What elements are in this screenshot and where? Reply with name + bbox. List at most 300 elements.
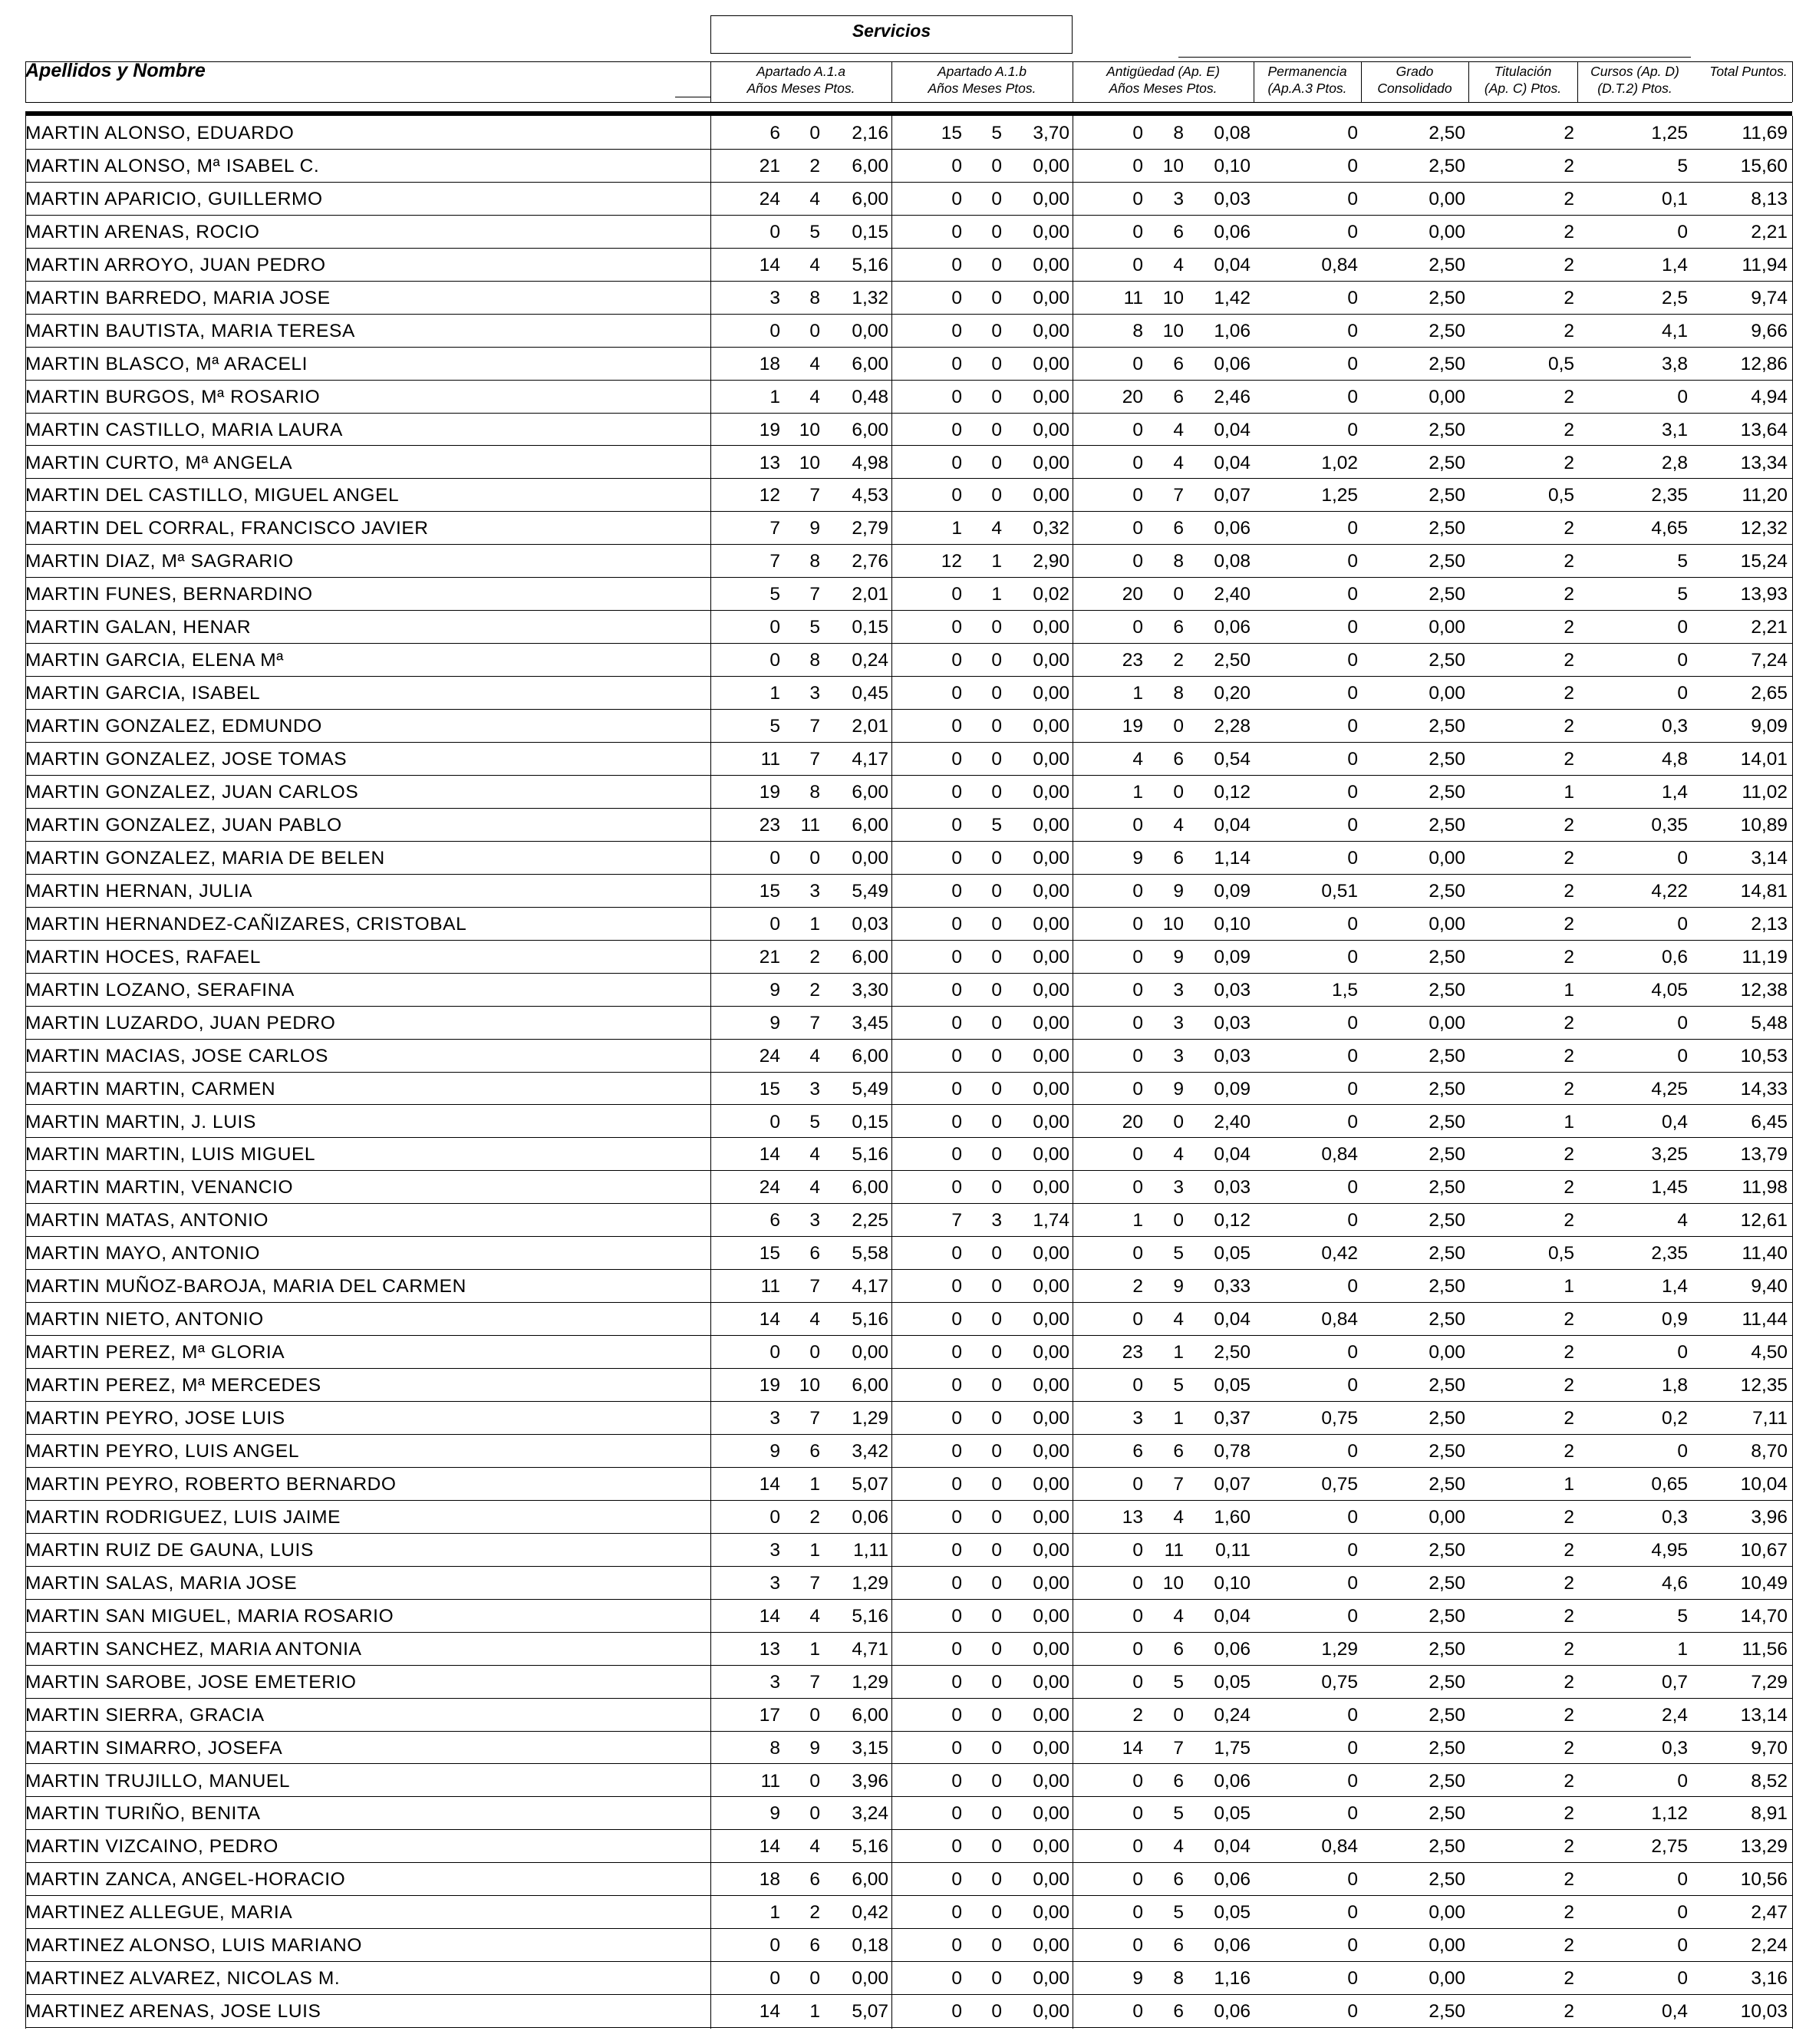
- cell-total: 12,32: [1740, 518, 1788, 539]
- col-header-antiguedad: [1073, 63, 1254, 97]
- col-header-permanencia-line1: Permanencia: [1267, 64, 1347, 79]
- cell-a1a-meses: 7: [809, 1572, 820, 1594]
- cell-a1a-ptos: 0,00: [852, 1342, 888, 1363]
- table-row: [0, 1468, 1819, 1501]
- cell-name: MARTIN FUNES, BERNARDINO: [25, 584, 313, 605]
- cell-permanencia: 0: [1347, 1770, 1358, 1792]
- cell-a1b-ptos: 1,74: [1033, 1210, 1069, 1231]
- cell-name: MARTIN ARROYO, JUAN PEDRO: [25, 254, 326, 275]
- cell-a1a-meses: 4: [809, 254, 820, 275]
- cell-ant-meses: 0: [1173, 1111, 1184, 1132]
- cell-a1b-meses: 0: [991, 1935, 1002, 1957]
- cell-ant-anos: 0: [1132, 814, 1143, 836]
- cell-total: 11,40: [1742, 1243, 1788, 1264]
- cell-ant-ptos: 0,04: [1214, 1309, 1251, 1330]
- cell-cursos: 3,25: [1651, 1144, 1688, 1165]
- cell-grado: 0,00: [1429, 188, 1465, 209]
- cell-titulacion: 2: [1564, 1342, 1574, 1363]
- cell-total: 3,96: [1751, 1506, 1788, 1528]
- cell-grado: 2,50: [1429, 1441, 1465, 1462]
- col-header-cursos-line1: Cursos (Ap. D): [1590, 64, 1679, 79]
- table-row: [0, 1270, 1819, 1303]
- cell-cursos: 1,8: [1661, 1375, 1688, 1396]
- cell-a1a-meses: 9: [809, 1737, 820, 1759]
- cell-a1b-meses: 0: [991, 946, 1002, 968]
- cell-name: MARTIN BLASCO, Mª ARACELI: [25, 353, 308, 374]
- cell-a1a-meses: 4: [809, 1836, 820, 1858]
- cell-a1a-meses: 8: [809, 287, 820, 308]
- cell-total: 14,33: [1740, 1078, 1788, 1099]
- cell-a1a-ptos: 3,30: [852, 979, 888, 1001]
- cell-a1b-anos: 0: [951, 155, 962, 176]
- cell-cursos: 4,65: [1651, 518, 1688, 539]
- cell-ant-meses: 6: [1173, 1441, 1184, 1462]
- cell-a1a-ptos: 3,15: [852, 1737, 888, 1759]
- table-row: [0, 611, 1819, 644]
- cell-name: MARTIN GONZALEZ, JUAN CARLOS: [25, 782, 359, 803]
- cell-name: MARTIN SAROBE, JOSE EMETERIO: [25, 1671, 357, 1693]
- cell-a1a-anos: 1: [769, 1902, 780, 1924]
- cell-permanencia: 0,84: [1321, 254, 1358, 275]
- header-thick-rule: [25, 111, 1792, 116]
- cell-ant-meses: 3: [1173, 1177, 1184, 1198]
- cell-a1b-anos: 0: [951, 485, 962, 506]
- table-row: [0, 1962, 1819, 1995]
- cell-a1b-anos: 0: [951, 749, 962, 770]
- cell-ant-anos: 1: [1132, 1210, 1143, 1231]
- col-header-a1a: [710, 63, 891, 97]
- cell-cursos: 0,3: [1661, 1737, 1688, 1759]
- cell-a1b-meses: 0: [991, 1111, 1002, 1132]
- cell-cursos: 0,4: [1661, 1111, 1688, 1132]
- cell-a1a-meses: 0: [809, 1968, 820, 1990]
- cell-ant-ptos: 0,08: [1214, 123, 1251, 143]
- cell-a1a-anos: 15: [759, 1243, 780, 1264]
- cell-a1b-ptos: 0,00: [1033, 1902, 1069, 1924]
- cell-ant-meses: 11: [1164, 1539, 1184, 1561]
- cell-a1a-ptos: 0,00: [852, 320, 888, 341]
- header-divider: [1468, 61, 1469, 102]
- cell-a1a-meses: 2: [809, 946, 820, 968]
- table-row: [0, 809, 1819, 842]
- cell-a1b-meses: 0: [991, 155, 1002, 176]
- cell-a1a-anos: 3: [769, 1671, 780, 1693]
- cell-a1a-ptos: 5,49: [852, 1078, 888, 1099]
- cell-total: 13,34: [1740, 452, 1788, 473]
- cell-ant-anos: 1: [1132, 683, 1143, 704]
- cell-a1a-meses: 1: [809, 1638, 820, 1660]
- cell-ant-ptos: 0,10: [1214, 155, 1251, 176]
- cell-permanencia: 1,25: [1321, 485, 1358, 506]
- cell-a1a-meses: 4: [809, 1045, 820, 1067]
- cell-a1b-meses: 0: [991, 1671, 1002, 1693]
- cell-total: 9,66: [1751, 320, 1788, 341]
- cell-grado: 0,00: [1429, 386, 1465, 407]
- cell-titulacion: 2: [1564, 814, 1574, 836]
- cell-total: 11,94: [1742, 254, 1788, 275]
- cell-ant-ptos: 1,16: [1214, 1968, 1251, 1990]
- cell-ant-anos: 0: [1132, 1243, 1143, 1264]
- cell-ant-ptos: 0,54: [1214, 749, 1251, 770]
- cell-ant-ptos: 0,03: [1214, 1045, 1251, 1067]
- table-row: [0, 1699, 1819, 1732]
- cell-a1b-meses: 0: [991, 386, 1002, 407]
- cell-a1b-meses: 0: [991, 782, 1002, 803]
- cell-a1b-meses: 0: [991, 650, 1002, 671]
- cell-a1b-meses: 0: [991, 2001, 1002, 2023]
- col-header-a1a-line1: Apartado A.1.a: [756, 64, 846, 79]
- cell-a1b-anos: 0: [951, 1506, 962, 1528]
- cell-ant-anos: 0: [1132, 1045, 1143, 1067]
- cell-a1a-ptos: 1,29: [852, 1408, 888, 1429]
- cell-a1a-ptos: 6,00: [852, 353, 888, 374]
- cell-permanencia: 1,5: [1331, 979, 1358, 1001]
- cell-ant-ptos: 0,37: [1214, 1408, 1251, 1429]
- cell-ant-ptos: 0,20: [1214, 683, 1251, 704]
- cell-ant-anos: 0: [1132, 946, 1143, 968]
- cell-a1a-anos: 18: [759, 1869, 780, 1891]
- cell-grado: 2,50: [1429, 1045, 1465, 1067]
- cell-permanencia: 0: [1347, 683, 1358, 704]
- cell-permanencia: 0: [1347, 1935, 1358, 1957]
- cell-grado: 0,00: [1429, 1506, 1465, 1528]
- cell-grado: 2,50: [1429, 1803, 1465, 1825]
- table-row: [0, 348, 1819, 381]
- cell-name: MARTIN LOZANO, SERAFINA: [25, 979, 295, 1001]
- cell-a1b-meses: 4: [991, 518, 1002, 539]
- cell-a1b-anos: 7: [951, 1210, 962, 1231]
- cell-a1a-anos: 0: [769, 913, 780, 935]
- cell-ant-meses: 1: [1173, 1342, 1184, 1363]
- cell-a1a-ptos: 5,16: [852, 1144, 888, 1165]
- cell-a1a-anos: 0: [769, 617, 780, 638]
- cell-cursos: 4,6: [1661, 1572, 1688, 1594]
- cell-ant-ptos: 0,06: [1214, 1770, 1251, 1792]
- cell-a1b-ptos: 0,00: [1033, 1243, 1069, 1264]
- cell-ant-anos: 13: [1122, 1506, 1143, 1528]
- cell-ant-ptos: 0,33: [1214, 1276, 1251, 1297]
- cell-a1a-ptos: 6,00: [852, 814, 888, 836]
- cell-a1a-anos: 21: [759, 155, 780, 176]
- cell-grado: 2,50: [1429, 1572, 1465, 1594]
- cell-name: MARTIN SALAS, MARIA JOSE: [25, 1572, 298, 1594]
- cell-ant-ptos: 0,11: [1215, 1539, 1251, 1561]
- cell-a1a-meses: 1: [809, 1539, 820, 1561]
- cell-a1a-anos: 7: [769, 551, 780, 572]
- table-row: [0, 315, 1819, 348]
- cell-ant-meses: 5: [1173, 1902, 1184, 1924]
- cell-permanencia: 0: [1347, 716, 1358, 737]
- table-row: [0, 677, 1819, 710]
- cell-a1b-anos: 0: [951, 353, 962, 374]
- cell-grado: 2,50: [1429, 353, 1465, 374]
- cell-ant-anos: 0: [1132, 1144, 1143, 1165]
- cell-a1b-meses: 0: [991, 749, 1002, 770]
- cell-a1a-anos: 5: [769, 716, 780, 737]
- cell-titulacion: 2: [1564, 1671, 1574, 1693]
- cell-a1b-meses: 0: [991, 485, 1002, 506]
- cell-a1b-ptos: 0,00: [1033, 1869, 1069, 1891]
- cell-total: 12,38: [1740, 979, 1788, 1001]
- cell-total: 6,45: [1751, 1111, 1788, 1132]
- cell-a1a-meses: 0: [809, 847, 820, 869]
- cell-a1a-meses: 11: [800, 814, 820, 836]
- cell-total: 8,13: [1751, 188, 1788, 209]
- cell-a1a-anos: 24: [759, 1177, 780, 1198]
- cell-ant-meses: 4: [1173, 1836, 1184, 1858]
- cell-cursos: 0: [1677, 1968, 1688, 1990]
- table-row: [0, 545, 1819, 578]
- cell-ant-ptos: 0,09: [1214, 946, 1251, 968]
- cell-ant-ptos: 2,40: [1214, 1111, 1251, 1132]
- cell-a1a-meses: 8: [809, 782, 820, 803]
- cell-a1a-ptos: 2,16: [852, 123, 888, 143]
- cell-ant-ptos: 1,60: [1214, 1506, 1251, 1528]
- cell-titulacion: 2: [1564, 1968, 1574, 1990]
- header-divider: [1361, 61, 1362, 102]
- cell-ant-meses: 7: [1173, 485, 1184, 506]
- cell-grado: 2,50: [1429, 518, 1465, 539]
- cell-a1b-ptos: 0,00: [1033, 1342, 1069, 1363]
- cell-permanencia: 1,29: [1321, 1638, 1358, 1660]
- cell-total: 15,60: [1740, 155, 1788, 176]
- cell-a1a-anos: 3: [769, 1572, 780, 1594]
- cell-cursos: 0: [1677, 1935, 1688, 1957]
- cell-a1b-meses: 0: [991, 1638, 1002, 1660]
- cell-a1a-anos: 0: [769, 320, 780, 341]
- cell-a1a-meses: 10: [799, 1375, 820, 1396]
- cell-a1a-anos: 0: [769, 221, 780, 242]
- cell-a1b-ptos: 0,00: [1033, 913, 1069, 935]
- cell-cursos: 0: [1677, 1012, 1688, 1034]
- cell-grado: 2,50: [1429, 485, 1465, 506]
- cell-a1b-anos: 0: [951, 1177, 962, 1198]
- cell-a1b-meses: 0: [991, 1012, 1002, 1034]
- cell-name: MARTINEZ ALLEGUE, MARIA: [25, 1902, 293, 1924]
- cell-cursos: 1,12: [1651, 1803, 1688, 1825]
- cell-ant-anos: 0: [1132, 551, 1143, 572]
- cell-a1a-anos: 0: [769, 1342, 780, 1363]
- cell-a1b-anos: 0: [951, 683, 962, 704]
- cell-a1b-anos: 0: [951, 386, 962, 407]
- cell-ant-anos: 4: [1132, 749, 1143, 770]
- cell-ant-meses: 9: [1173, 880, 1184, 902]
- cell-ant-ptos: 0,05: [1214, 1902, 1251, 1924]
- cell-a1a-ptos: 2,01: [852, 584, 888, 605]
- cell-total: 11,44: [1742, 1309, 1788, 1330]
- cell-a1b-anos: 0: [951, 716, 962, 737]
- cell-a1a-meses: 1: [809, 913, 820, 935]
- cell-ant-ptos: 1,42: [1214, 287, 1251, 308]
- cell-total: 2,65: [1751, 683, 1788, 704]
- cell-a1a-meses: 7: [809, 584, 820, 605]
- cell-a1a-ptos: 6,00: [852, 1375, 888, 1396]
- cell-a1a-anos: 15: [759, 880, 780, 902]
- cell-ant-anos: 1: [1132, 782, 1143, 803]
- cell-a1b-meses: 1: [991, 584, 1002, 605]
- cell-a1a-meses: 4: [809, 1177, 820, 1198]
- cell-a1a-ptos: 4,98: [852, 452, 888, 473]
- cell-a1a-meses: 6: [809, 1869, 820, 1891]
- cell-ant-meses: 9: [1173, 946, 1184, 968]
- cell-a1b-anos: 0: [951, 1605, 962, 1627]
- cell-a1b-anos: 0: [951, 221, 962, 242]
- cell-cursos: 2,35: [1651, 1243, 1688, 1264]
- cell-titulacion: 0,5: [1547, 353, 1574, 374]
- cell-a1b-ptos: 0,00: [1033, 485, 1069, 506]
- cell-a1b-ptos: 0,00: [1033, 1539, 1069, 1561]
- cell-a1b-anos: 1: [951, 518, 962, 539]
- cell-ant-meses: 6: [1173, 386, 1184, 407]
- cell-ant-ptos: 0,06: [1214, 221, 1251, 242]
- cell-ant-ptos: 0,12: [1214, 1210, 1251, 1231]
- cell-total: 5,48: [1751, 1012, 1788, 1034]
- cell-grado: 2,50: [1429, 1737, 1465, 1759]
- cell-titulacion: 2: [1564, 1539, 1574, 1561]
- cell-cursos: 4,95: [1651, 1539, 1688, 1561]
- cell-cursos: 0: [1677, 650, 1688, 671]
- col-header-cursos: [1577, 63, 1692, 97]
- cell-total: 11,19: [1742, 946, 1788, 968]
- cell-a1a-ptos: 4,17: [852, 1276, 888, 1297]
- cell-a1b-ptos: 0,00: [1033, 1803, 1069, 1825]
- cell-ant-meses: 3: [1173, 188, 1184, 209]
- cell-a1a-ptos: 0,00: [852, 847, 888, 869]
- cell-titulacion: 2: [1564, 155, 1574, 176]
- cell-a1b-meses: 0: [991, 716, 1002, 737]
- cell-ant-anos: 0: [1132, 221, 1143, 242]
- cell-a1a-meses: 2: [809, 1902, 820, 1924]
- cell-ant-anos: 0: [1132, 452, 1143, 473]
- cell-permanencia: 0: [1347, 188, 1358, 209]
- cell-a1a-ptos: 1,11: [853, 1539, 888, 1561]
- cell-grado: 2,50: [1429, 782, 1465, 803]
- cell-a1a-ptos: 5,16: [852, 1605, 888, 1627]
- cell-a1a-ptos: 1,29: [852, 1572, 888, 1594]
- cell-ant-anos: 2: [1132, 1276, 1143, 1297]
- cell-ant-anos: 0: [1132, 1309, 1143, 1330]
- cell-grado: 2,50: [1429, 1539, 1465, 1561]
- cell-permanencia: 0: [1347, 1704, 1358, 1726]
- cell-permanencia: 0: [1347, 1177, 1358, 1198]
- cell-ant-anos: 0: [1132, 1572, 1143, 1594]
- cell-a1a-ptos: 6,00: [852, 155, 888, 176]
- cell-a1a-anos: 9: [769, 979, 780, 1001]
- cell-a1b-anos: 0: [951, 1539, 962, 1561]
- table-row: [0, 282, 1819, 315]
- cell-a1b-meses: 0: [991, 1572, 1002, 1594]
- cell-ant-meses: 4: [1173, 452, 1184, 473]
- table-row: [0, 1567, 1819, 1600]
- cell-ant-anos: 19: [1122, 716, 1143, 737]
- cell-ant-meses: 8: [1173, 683, 1184, 704]
- cell-grado: 0,00: [1429, 221, 1465, 242]
- cell-a1a-ptos: 5,16: [852, 1836, 888, 1858]
- cell-grado: 2,50: [1429, 1473, 1465, 1495]
- cell-a1b-anos: 0: [951, 1638, 962, 1660]
- cell-ant-ptos: 0,07: [1214, 1473, 1251, 1495]
- cell-total: 8,52: [1751, 1770, 1788, 1792]
- cell-a1b-meses: 0: [991, 221, 1002, 242]
- cell-name: MARTIN GONZALEZ, EDMUNDO: [25, 716, 322, 737]
- cell-a1b-anos: 0: [951, 1078, 962, 1099]
- cell-name: MARTIN NIETO, ANTONIO: [25, 1309, 264, 1330]
- cell-grado: 2,50: [1429, 123, 1465, 143]
- cell-a1a-anos: 1: [769, 683, 780, 704]
- cell-ant-ptos: 0,09: [1214, 880, 1251, 902]
- cell-ant-anos: 0: [1132, 913, 1143, 935]
- cell-a1a-meses: 0: [809, 123, 820, 143]
- cell-ant-ptos: 0,03: [1214, 188, 1251, 209]
- cell-a1b-ptos: 0,00: [1033, 287, 1069, 308]
- col-header-total: [1692, 63, 1804, 80]
- cell-a1a-meses: 0: [809, 320, 820, 341]
- cell-ant-ptos: 0,05: [1214, 1243, 1251, 1264]
- cell-name: MARTIN RUIZ DE GAUNA, LUIS: [25, 1539, 314, 1561]
- table-row: [0, 1600, 1819, 1633]
- cell-ant-anos: 0: [1132, 1935, 1143, 1957]
- cell-ant-ptos: 0,03: [1214, 979, 1251, 1001]
- cell-name: MARTIN DEL CORRAL, FRANCISCO JAVIER: [25, 518, 429, 539]
- cell-a1a-meses: 5: [809, 221, 820, 242]
- cell-grado: 2,50: [1429, 254, 1465, 275]
- table-row: [0, 1830, 1819, 1863]
- cell-grado: 2,50: [1429, 1111, 1465, 1132]
- cell-total: 8,70: [1751, 1441, 1788, 1462]
- cell-a1a-ptos: 0,03: [852, 913, 888, 935]
- cell-ant-meses: 3: [1173, 1045, 1184, 1067]
- cell-permanencia: 0: [1347, 155, 1358, 176]
- cell-a1a-meses: 2: [809, 155, 820, 176]
- cell-ant-meses: 10: [1162, 155, 1184, 176]
- cell-name: MARTIN PEYRO, ROBERTO BERNARDO: [25, 1473, 397, 1495]
- cell-a1b-meses: 3: [991, 1210, 1002, 1231]
- cell-ant-anos: 9: [1132, 847, 1143, 869]
- cell-total: 10,53: [1740, 1045, 1788, 1067]
- cell-a1a-meses: 2: [809, 979, 820, 1001]
- cell-a1b-anos: 0: [951, 419, 962, 440]
- cell-a1a-anos: 5: [769, 584, 780, 605]
- cell-total: 13,64: [1740, 419, 1788, 440]
- cell-ant-meses: 10: [1162, 320, 1184, 341]
- cell-a1a-ptos: 3,42: [852, 1441, 888, 1462]
- table-row: [0, 1369, 1819, 1402]
- cell-a1a-meses: 4: [809, 188, 820, 209]
- cell-cursos: 0,9: [1661, 1309, 1688, 1330]
- cell-name: MARTIN ALONSO, Mª ISABEL C.: [25, 155, 320, 176]
- cell-a1a-anos: 19: [759, 419, 780, 440]
- cell-ant-ptos: 2,46: [1214, 386, 1251, 407]
- cell-ant-meses: 3: [1173, 1012, 1184, 1034]
- cell-ant-ptos: 1,14: [1214, 847, 1251, 869]
- cell-a1a-ptos: 5,49: [852, 880, 888, 902]
- cell-titulacion: 2: [1564, 1506, 1574, 1528]
- cell-a1a-ptos: 4,53: [852, 485, 888, 506]
- cell-cursos: 0: [1677, 386, 1688, 407]
- cell-ant-anos: 0: [1132, 254, 1143, 275]
- cell-grado: 0,00: [1429, 913, 1465, 935]
- cell-titulacion: 2: [1564, 1375, 1574, 1396]
- cell-name: MARTIN ARENAS, ROCIO: [25, 221, 260, 242]
- cell-a1a-anos: 14: [759, 1309, 780, 1330]
- cell-total: 7,29: [1751, 1671, 1788, 1693]
- cell-a1b-anos: 0: [951, 1737, 962, 1759]
- cell-a1a-anos: 14: [759, 1836, 780, 1858]
- cell-a1b-meses: 0: [991, 880, 1002, 902]
- cell-a1a-ptos: 3,45: [852, 1012, 888, 1034]
- cell-a1b-ptos: 0,00: [1033, 2001, 1069, 2023]
- cell-cursos: 1,4: [1661, 254, 1688, 275]
